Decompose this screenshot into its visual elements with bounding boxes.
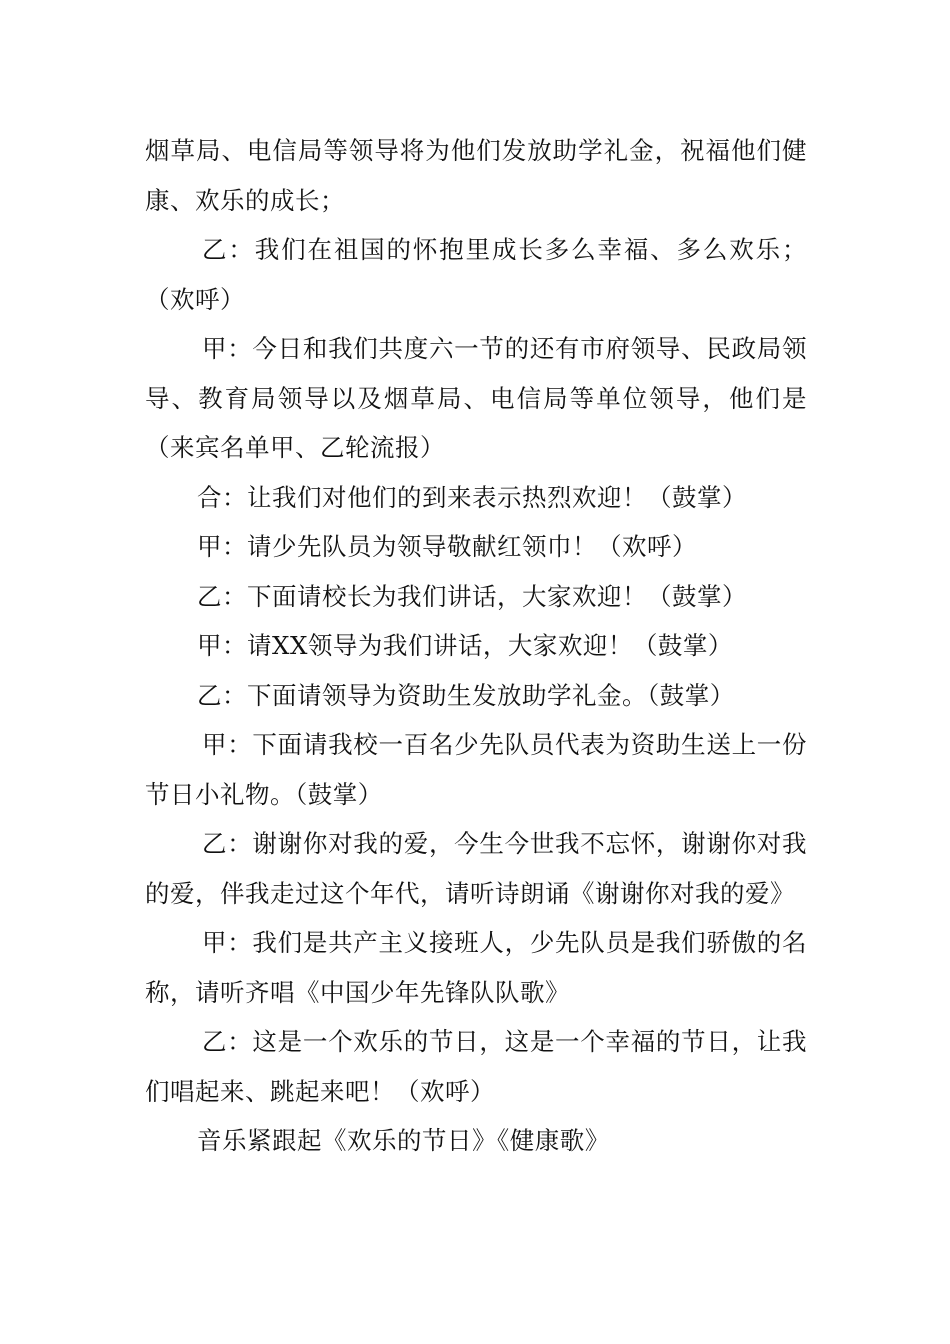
paragraph-jia-leader-speech: 甲：请XX领导为我们讲话，大家欢迎！（鼓掌） bbox=[197, 631, 733, 660]
paragraph-yi-principal: 乙：下面请校长为我们讲话，大家欢迎！（鼓掌） bbox=[197, 581, 747, 611]
paragraph-yi-poem: 乙：谢谢你对我的爱，今生今世我不忘怀，谢谢你对我的爱，伴我走过这个年代，请听诗朗诵《谢谢你对我的爱》 bbox=[145, 829, 807, 908]
paragraph-music: 音乐紧跟起《欢乐的节日》《健康歌》 bbox=[197, 1126, 610, 1155]
paragraph-yi-happiness: 乙：我们在祖国的怀抱里成长多么幸福、多么欢乐；（欢呼） bbox=[145, 235, 807, 314]
paragraph-jia-anthem: 甲：我们是共产主义接班人，少先队员是我们骄傲的名称，请听齐唱《中国少年先锋队队歌》 bbox=[145, 928, 807, 1007]
paragraph-jia-gift: 甲：下面请我校一百名少先队员代表为资助生送上一份节日小礼物。（鼓掌） bbox=[145, 730, 807, 809]
paragraph-he-welcome: 合：让我们对他们的到来表示热烈欢迎！（鼓掌） bbox=[197, 482, 747, 512]
paragraph-yi-grant: 乙：下面请领导为资助生发放助学礼金。（鼓掌） bbox=[197, 680, 735, 710]
paragraph-jia-scarf: 甲：请少先队员为领导敬献红领巾！（欢呼） bbox=[197, 532, 697, 561]
document-body bbox=[145, 126, 807, 1166]
paragraph-yi-festival: 乙：这是一个欢乐的节日，这是一个幸福的节日，让我们唱起来、跳起来吧！（欢呼） bbox=[145, 1027, 807, 1106]
paragraph-continuation: 烟草局、电信局等领导将为他们发放助学礼金，祝福他们健康、欢乐的成长； bbox=[145, 136, 807, 215]
paragraph-jia-guests: 甲：今日和我们共度六一节的还有市府领导、民政局领导、教育局领导以及烟草局、电信局等单位领导，他们是（来宾名单甲、乙轮流报） bbox=[145, 334, 807, 462]
